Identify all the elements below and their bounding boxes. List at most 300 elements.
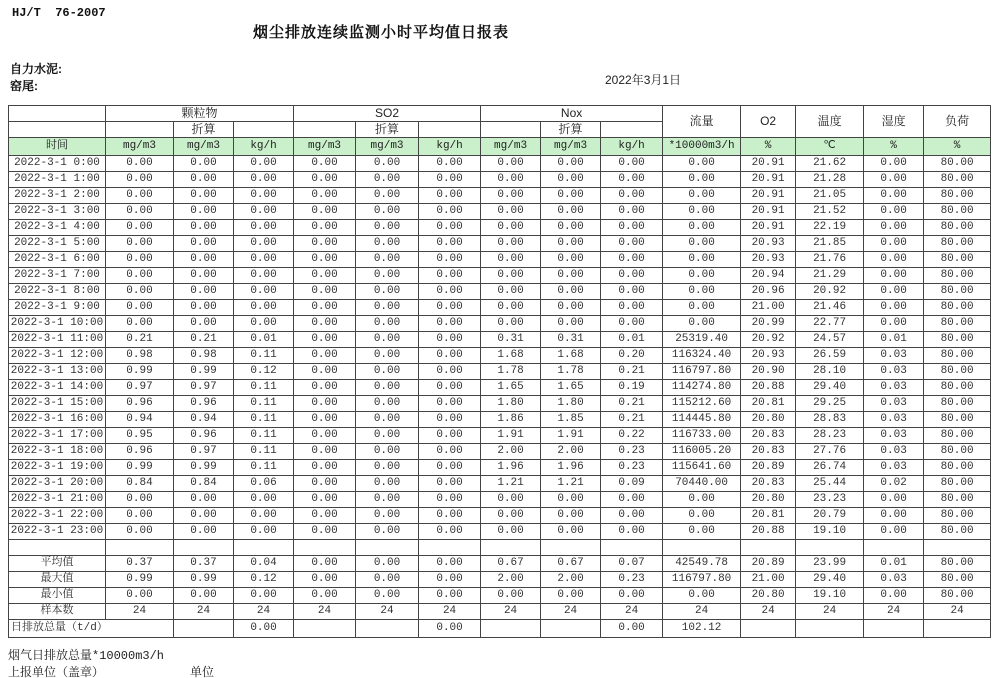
value-cell: 0.00 bbox=[481, 252, 541, 268]
summary-row bbox=[9, 572, 991, 588]
value-cell: 0.00 bbox=[294, 332, 356, 348]
value-cell bbox=[294, 620, 356, 638]
table-row bbox=[9, 428, 991, 444]
value-cell: 0.00 bbox=[419, 620, 481, 638]
table-row bbox=[9, 492, 991, 508]
value-cell: 0.23 bbox=[601, 444, 663, 460]
value-cell: 0.00 bbox=[174, 300, 234, 316]
value-cell: 21.62 bbox=[796, 156, 864, 172]
value-cell: 80.00 bbox=[924, 556, 991, 572]
header-humidity: 湿度 bbox=[864, 106, 924, 138]
unit-cell: mg/m3 bbox=[541, 138, 601, 156]
empty-cell bbox=[234, 540, 294, 556]
value-cell: 0.00 bbox=[663, 268, 741, 284]
value-cell: 24 bbox=[356, 604, 419, 620]
value-cell: 0.00 bbox=[234, 508, 294, 524]
value-cell: 0.00 bbox=[864, 236, 924, 252]
time-cell: 2022-3-1 11:00 bbox=[9, 332, 106, 348]
value-cell: 0.00 bbox=[234, 524, 294, 540]
value-cell: 1.80 bbox=[541, 396, 601, 412]
value-cell: 0.00 bbox=[663, 188, 741, 204]
time-cell: 2022-3-1 1:00 bbox=[9, 172, 106, 188]
value-cell: 0.00 bbox=[541, 204, 601, 220]
value-cell bbox=[741, 620, 796, 638]
value-cell: 0.00 bbox=[864, 316, 924, 332]
value-cell: 0.01 bbox=[601, 332, 663, 348]
value-cell: 0.00 bbox=[106, 188, 174, 204]
empty-cell bbox=[663, 540, 741, 556]
value-cell: 0.00 bbox=[356, 524, 419, 540]
table-row bbox=[9, 476, 991, 492]
value-cell: 116005.20 bbox=[663, 444, 741, 460]
value-cell: 1.96 bbox=[481, 460, 541, 476]
table-row bbox=[9, 156, 991, 172]
value-cell: 20.91 bbox=[741, 220, 796, 236]
table-row bbox=[9, 300, 991, 316]
value-cell: 0.00 bbox=[663, 300, 741, 316]
summary-label-cell: 最大值 bbox=[9, 572, 106, 588]
value-cell: 0.00 bbox=[294, 156, 356, 172]
value-cell: 0.00 bbox=[174, 508, 234, 524]
table-row bbox=[9, 252, 991, 268]
value-cell bbox=[356, 620, 419, 638]
value-cell: 0.00 bbox=[481, 268, 541, 284]
value-cell: 0.00 bbox=[663, 588, 741, 604]
time-cell: 2022-3-1 5:00 bbox=[9, 236, 106, 252]
value-cell: 0.00 bbox=[294, 188, 356, 204]
value-cell: 0.00 bbox=[601, 524, 663, 540]
value-cell: 0.09 bbox=[601, 476, 663, 492]
time-cell: 2022-3-1 10:00 bbox=[9, 316, 106, 332]
value-cell: 20.80 bbox=[741, 492, 796, 508]
header-empty-cell bbox=[419, 122, 481, 138]
value-cell: 0.00 bbox=[481, 524, 541, 540]
value-cell: 0.00 bbox=[294, 220, 356, 236]
value-cell: 0.00 bbox=[663, 508, 741, 524]
value-cell: 0.00 bbox=[481, 316, 541, 332]
value-cell: 0.00 bbox=[294, 252, 356, 268]
value-cell: 0.00 bbox=[541, 252, 601, 268]
table-row bbox=[9, 348, 991, 364]
value-cell: 0.00 bbox=[356, 348, 419, 364]
value-cell: 0.37 bbox=[174, 556, 234, 572]
value-cell: 23.99 bbox=[796, 556, 864, 572]
value-cell: 21.05 bbox=[796, 188, 864, 204]
value-cell: 0.01 bbox=[234, 332, 294, 348]
value-cell: 20.80 bbox=[741, 588, 796, 604]
value-cell: 20.88 bbox=[741, 380, 796, 396]
unit-cell: mg/m3 bbox=[356, 138, 419, 156]
value-cell: 0.00 bbox=[541, 524, 601, 540]
value-cell: 20.81 bbox=[741, 508, 796, 524]
value-cell: 0.98 bbox=[106, 348, 174, 364]
value-cell: 0.11 bbox=[234, 460, 294, 476]
value-cell: 0.00 bbox=[106, 172, 174, 188]
value-cell: 20.89 bbox=[741, 460, 796, 476]
value-cell: 2.00 bbox=[481, 572, 541, 588]
value-cell: 0.00 bbox=[234, 284, 294, 300]
value-cell: 80.00 bbox=[924, 268, 991, 284]
value-cell: 1.78 bbox=[541, 364, 601, 380]
value-cell: 0.00 bbox=[356, 380, 419, 396]
header-empty-cell bbox=[481, 122, 541, 138]
table-row bbox=[9, 204, 991, 220]
value-cell: 0.00 bbox=[356, 492, 419, 508]
value-cell: 0.00 bbox=[294, 524, 356, 540]
value-cell: 24 bbox=[419, 604, 481, 620]
value-cell: 1.65 bbox=[481, 380, 541, 396]
summary-row bbox=[9, 588, 991, 604]
time-cell: 2022-3-1 7:00 bbox=[9, 268, 106, 284]
value-cell: 0.03 bbox=[864, 572, 924, 588]
value-cell: 0.00 bbox=[419, 300, 481, 316]
value-cell: 20.83 bbox=[741, 476, 796, 492]
value-cell: 0.00 bbox=[294, 172, 356, 188]
summary-label-cell: 平均值 bbox=[9, 556, 106, 572]
table-row bbox=[9, 172, 991, 188]
value-cell: 80.00 bbox=[924, 524, 991, 540]
value-cell: 0.00 bbox=[864, 172, 924, 188]
value-cell: 0.00 bbox=[481, 188, 541, 204]
value-cell: 2.00 bbox=[541, 444, 601, 460]
value-cell: 0.07 bbox=[601, 556, 663, 572]
value-cell: 22.19 bbox=[796, 220, 864, 236]
value-cell: 0.00 bbox=[601, 300, 663, 316]
value-cell: 25.44 bbox=[796, 476, 864, 492]
value-cell: 80.00 bbox=[924, 380, 991, 396]
value-cell: 0.00 bbox=[663, 220, 741, 236]
value-cell: 0.00 bbox=[864, 508, 924, 524]
value-cell: 1.85 bbox=[541, 412, 601, 428]
unit-cell: mg/m3 bbox=[106, 138, 174, 156]
value-cell: 0.03 bbox=[864, 444, 924, 460]
value-cell: 29.40 bbox=[796, 380, 864, 396]
empty-cell bbox=[541, 540, 601, 556]
value-cell: 0.00 bbox=[864, 252, 924, 268]
value-cell: 1.96 bbox=[541, 460, 601, 476]
value-cell: 0.04 bbox=[234, 556, 294, 572]
value-cell: 0.21 bbox=[106, 332, 174, 348]
value-cell: 19.10 bbox=[796, 588, 864, 604]
value-cell: 27.76 bbox=[796, 444, 864, 460]
value-cell: 0.00 bbox=[356, 476, 419, 492]
value-cell: 0.00 bbox=[294, 364, 356, 380]
value-cell: 0.00 bbox=[481, 508, 541, 524]
value-cell: 0.00 bbox=[294, 300, 356, 316]
value-cell: 70440.00 bbox=[663, 476, 741, 492]
value-cell: 0.01 bbox=[864, 332, 924, 348]
value-cell bbox=[924, 620, 991, 638]
empty-cell bbox=[106, 540, 174, 556]
value-cell: 0.11 bbox=[234, 348, 294, 364]
unit-cell: mg/m3 bbox=[481, 138, 541, 156]
value-cell: 0.00 bbox=[106, 492, 174, 508]
value-cell: 20.81 bbox=[741, 396, 796, 412]
value-cell: 0.00 bbox=[234, 252, 294, 268]
value-cell: 80.00 bbox=[924, 364, 991, 380]
value-cell: 0.00 bbox=[419, 492, 481, 508]
table-row bbox=[9, 268, 991, 284]
value-cell: 0.00 bbox=[419, 524, 481, 540]
value-cell: 0.12 bbox=[234, 364, 294, 380]
value-cell: 0.19 bbox=[601, 380, 663, 396]
value-cell: 0.01 bbox=[864, 556, 924, 572]
header-empty-cell bbox=[601, 122, 663, 138]
value-cell: 0.99 bbox=[174, 364, 234, 380]
value-cell: 20.93 bbox=[741, 348, 796, 364]
header-flow: 流量 bbox=[663, 106, 741, 138]
time-cell: 2022-3-1 14:00 bbox=[9, 380, 106, 396]
value-cell: 80.00 bbox=[924, 476, 991, 492]
value-cell: 26.59 bbox=[796, 348, 864, 364]
time-cell: 2022-3-1 6:00 bbox=[9, 252, 106, 268]
header-so2-converted: 折算 bbox=[356, 122, 419, 138]
value-cell: 0.00 bbox=[419, 332, 481, 348]
value-cell: 0.00 bbox=[541, 172, 601, 188]
summary-label-cell: 最小值 bbox=[9, 588, 106, 604]
value-cell: 115641.60 bbox=[663, 460, 741, 476]
value-cell: 0.00 bbox=[294, 380, 356, 396]
value-cell: 0.00 bbox=[356, 204, 419, 220]
value-cell: 1.68 bbox=[481, 348, 541, 364]
header-empty-cell bbox=[294, 122, 356, 138]
value-cell: 21.85 bbox=[796, 236, 864, 252]
value-cell: 0.00 bbox=[481, 492, 541, 508]
value-cell: 0.00 bbox=[234, 620, 294, 638]
value-cell: 116797.80 bbox=[663, 364, 741, 380]
time-header-cell: 时间 bbox=[9, 138, 106, 156]
value-cell: 21.00 bbox=[741, 572, 796, 588]
value-cell: 0.00 bbox=[601, 588, 663, 604]
value-cell: 28.10 bbox=[796, 364, 864, 380]
unit-cell: mg/m3 bbox=[174, 138, 234, 156]
value-cell: 28.83 bbox=[796, 412, 864, 428]
value-cell: 24 bbox=[796, 604, 864, 620]
time-cell: 2022-3-1 4:00 bbox=[9, 220, 106, 236]
value-cell: 0.00 bbox=[234, 588, 294, 604]
empty-cell bbox=[356, 540, 419, 556]
value-cell: 0.94 bbox=[106, 412, 174, 428]
value-cell: 0.00 bbox=[294, 508, 356, 524]
value-cell: 0.00 bbox=[356, 588, 419, 604]
value-cell: 0.00 bbox=[234, 204, 294, 220]
value-cell: 0.00 bbox=[106, 524, 174, 540]
value-cell: 0.99 bbox=[106, 572, 174, 588]
value-cell: 0.00 bbox=[419, 556, 481, 572]
value-cell: 0.00 bbox=[481, 204, 541, 220]
value-cell: 0.00 bbox=[356, 236, 419, 252]
value-cell: 0.21 bbox=[174, 332, 234, 348]
value-cell: 0.00 bbox=[294, 412, 356, 428]
value-cell: 0.11 bbox=[234, 396, 294, 412]
value-cell: 0.00 bbox=[541, 188, 601, 204]
value-cell: 0.00 bbox=[601, 204, 663, 220]
value-cell: 0.98 bbox=[174, 348, 234, 364]
value-cell: 80.00 bbox=[924, 348, 991, 364]
value-cell: 0.03 bbox=[864, 348, 924, 364]
site-label: 窑尾: bbox=[10, 79, 38, 93]
value-cell: 0.00 bbox=[356, 508, 419, 524]
value-cell: 0.00 bbox=[663, 492, 741, 508]
value-cell: 0.00 bbox=[356, 300, 419, 316]
value-cell: 0.00 bbox=[864, 268, 924, 284]
header-empty-cell bbox=[234, 122, 294, 138]
time-cell: 2022-3-1 17:00 bbox=[9, 428, 106, 444]
value-cell: 24 bbox=[864, 604, 924, 620]
table-row bbox=[9, 412, 991, 428]
value-cell: 0.00 bbox=[864, 204, 924, 220]
company-label: 自力水泥: bbox=[10, 62, 62, 76]
value-cell: 0.00 bbox=[419, 444, 481, 460]
value-cell: 20.93 bbox=[741, 252, 796, 268]
value-cell: 0.97 bbox=[106, 380, 174, 396]
report-table bbox=[8, 105, 991, 638]
value-cell: 0.00 bbox=[419, 508, 481, 524]
value-cell: 29.40 bbox=[796, 572, 864, 588]
value-cell: 80.00 bbox=[924, 492, 991, 508]
value-cell: 20.94 bbox=[741, 268, 796, 284]
value-cell: 0.00 bbox=[234, 172, 294, 188]
value-cell: 20.80 bbox=[741, 412, 796, 428]
empty-cell bbox=[419, 540, 481, 556]
empty-cell bbox=[601, 540, 663, 556]
empty-cell bbox=[741, 540, 796, 556]
value-cell: 0.03 bbox=[864, 412, 924, 428]
header-o2: O2 bbox=[741, 106, 796, 138]
value-cell: 80.00 bbox=[924, 300, 991, 316]
value-cell: 80.00 bbox=[924, 412, 991, 428]
value-cell: 0.00 bbox=[864, 220, 924, 236]
time-cell: 2022-3-1 15:00 bbox=[9, 396, 106, 412]
value-cell: 0.00 bbox=[601, 284, 663, 300]
empty-cell bbox=[924, 540, 991, 556]
value-cell: 0.00 bbox=[356, 428, 419, 444]
value-cell: 0.00 bbox=[234, 156, 294, 172]
value-cell: 80.00 bbox=[924, 508, 991, 524]
value-cell: 0.00 bbox=[294, 348, 356, 364]
value-cell: 0.67 bbox=[481, 556, 541, 572]
value-cell: 0.00 bbox=[174, 316, 234, 332]
value-cell: 0.12 bbox=[234, 572, 294, 588]
value-cell: 0.00 bbox=[419, 396, 481, 412]
unit-cell: % bbox=[864, 138, 924, 156]
value-cell: 0.00 bbox=[174, 204, 234, 220]
value-cell: 80.00 bbox=[924, 572, 991, 588]
value-cell: 0.00 bbox=[234, 268, 294, 284]
value-cell: 0.00 bbox=[106, 156, 174, 172]
time-cell: 2022-3-1 21:00 bbox=[9, 492, 106, 508]
value-cell: 0.00 bbox=[174, 220, 234, 236]
unit-cell: ℃ bbox=[796, 138, 864, 156]
value-cell: 20.83 bbox=[741, 428, 796, 444]
value-cell: 0.00 bbox=[601, 492, 663, 508]
value-cell: 0.96 bbox=[174, 396, 234, 412]
value-cell: 0.00 bbox=[481, 156, 541, 172]
summary-row bbox=[9, 556, 991, 572]
time-cell: 2022-3-1 12:00 bbox=[9, 348, 106, 364]
value-cell: 0.00 bbox=[601, 188, 663, 204]
value-cell: 80.00 bbox=[924, 332, 991, 348]
value-cell: 0.97 bbox=[174, 380, 234, 396]
value-cell: 0.00 bbox=[356, 188, 419, 204]
time-cell: 2022-3-1 2:00 bbox=[9, 188, 106, 204]
value-cell: 20.92 bbox=[741, 332, 796, 348]
value-cell: 1.80 bbox=[481, 396, 541, 412]
unit-cell: *10000m3/h bbox=[663, 138, 741, 156]
value-cell: 0.11 bbox=[234, 412, 294, 428]
value-cell bbox=[796, 620, 864, 638]
value-cell: 25319.40 bbox=[663, 332, 741, 348]
value-cell: 22.77 bbox=[796, 316, 864, 332]
value-cell: 0.00 bbox=[663, 284, 741, 300]
value-cell: 116733.00 bbox=[663, 428, 741, 444]
value-cell: 0.00 bbox=[106, 252, 174, 268]
value-cell: 0.00 bbox=[864, 524, 924, 540]
value-cell: 20.99 bbox=[741, 316, 796, 332]
value-cell: 24 bbox=[234, 604, 294, 620]
value-cell: 1.86 bbox=[481, 412, 541, 428]
value-cell: 0.84 bbox=[174, 476, 234, 492]
value-cell: 0.84 bbox=[106, 476, 174, 492]
value-cell: 80.00 bbox=[924, 428, 991, 444]
empty-cell bbox=[864, 540, 924, 556]
value-cell: 0.00 bbox=[294, 316, 356, 332]
value-cell: 0.00 bbox=[864, 156, 924, 172]
value-cell: 20.91 bbox=[741, 204, 796, 220]
value-cell: 0.00 bbox=[541, 316, 601, 332]
value-cell: 0.00 bbox=[356, 316, 419, 332]
value-cell: 0.02 bbox=[864, 476, 924, 492]
unit-label: 单位 bbox=[190, 666, 215, 678]
value-cell: 24 bbox=[541, 604, 601, 620]
table-row bbox=[9, 220, 991, 236]
value-cell: 0.06 bbox=[234, 476, 294, 492]
value-cell: 0.00 bbox=[419, 316, 481, 332]
value-cell: 20.89 bbox=[741, 556, 796, 572]
value-cell: 0.00 bbox=[106, 316, 174, 332]
value-cell: 0.31 bbox=[541, 332, 601, 348]
value-cell: 0.00 bbox=[294, 460, 356, 476]
daily-total-row bbox=[9, 620, 991, 638]
empty-cell bbox=[294, 540, 356, 556]
value-cell: 0.00 bbox=[663, 156, 741, 172]
value-cell: 0.00 bbox=[481, 236, 541, 252]
value-cell: 0.00 bbox=[419, 172, 481, 188]
value-cell: 0.00 bbox=[356, 364, 419, 380]
value-cell: 0.00 bbox=[106, 236, 174, 252]
value-cell: 116324.40 bbox=[663, 348, 741, 364]
value-cell: 0.00 bbox=[419, 204, 481, 220]
value-cell bbox=[541, 620, 601, 638]
summary-row bbox=[9, 604, 991, 620]
report-date: 2022年3月1日 bbox=[605, 73, 682, 87]
value-cell: 0.00 bbox=[294, 492, 356, 508]
value-cell: 80.00 bbox=[924, 460, 991, 476]
value-cell: 0.00 bbox=[356, 556, 419, 572]
value-cell: 0.00 bbox=[419, 428, 481, 444]
value-cell: 24 bbox=[294, 604, 356, 620]
value-cell: 0.00 bbox=[174, 252, 234, 268]
value-cell: 0.99 bbox=[106, 364, 174, 380]
value-cell: 0.11 bbox=[234, 380, 294, 396]
value-cell: 0.00 bbox=[541, 284, 601, 300]
value-cell: 0.00 bbox=[663, 172, 741, 188]
value-cell: 0.00 bbox=[174, 524, 234, 540]
unit-cell: % bbox=[741, 138, 796, 156]
value-cell: 80.00 bbox=[924, 396, 991, 412]
value-cell: 0.00 bbox=[294, 556, 356, 572]
reporting-unit-label: 上报单位（盖章） bbox=[8, 666, 105, 678]
